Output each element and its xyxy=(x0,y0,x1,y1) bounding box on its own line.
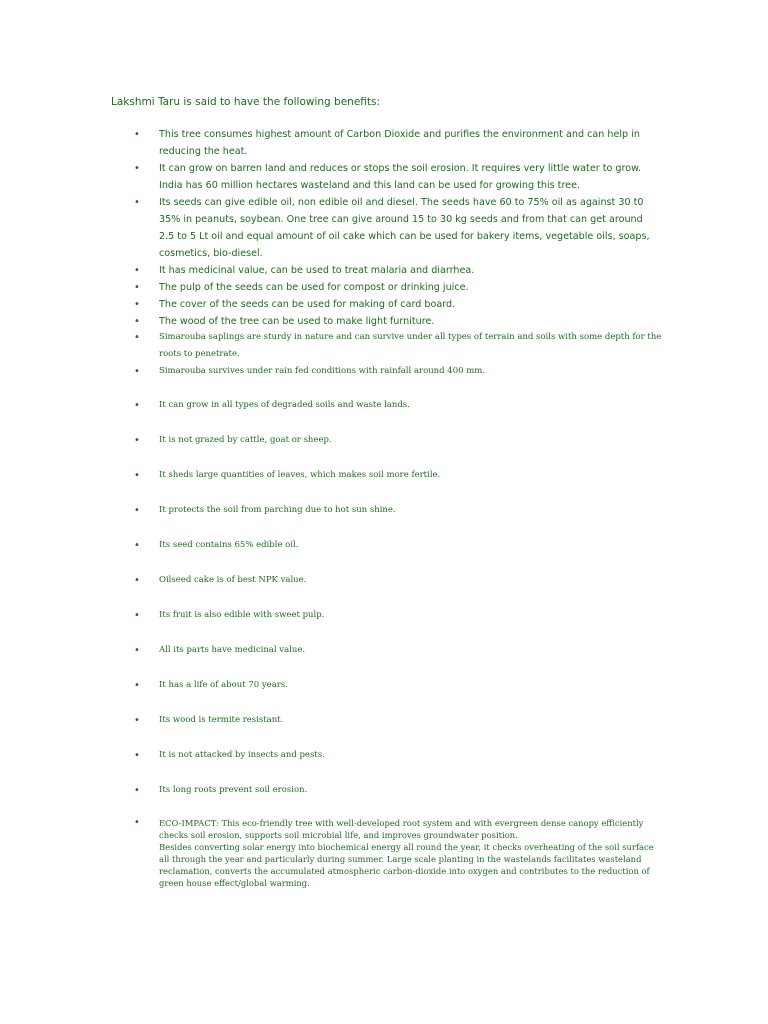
list-item-text: Simarouba saplings are sturdy in nature and can survive under all types of terrain and soils with some depth for the roots to penetrate. xyxy=(159,332,662,359)
bullet-icon: • xyxy=(134,316,140,327)
bullet-icon: • xyxy=(134,299,140,310)
list-item-text: Its long roots prevent soil erosion. xyxy=(159,785,308,795)
page-heading: Lakshmi Taru is said to have the following benefits: xyxy=(111,96,381,108)
bullet-icon: • xyxy=(134,645,140,656)
bullet-icon: • xyxy=(134,366,140,377)
eco-impact-paragraph-1: ECO-IMPACT: This eco-friendly tree with well-developed root system and with evergreen dense canopy efficiently checks soil erosion, supports soil microbial life, and improves groundwater position. xyxy=(159,818,644,840)
bullet-icon: • xyxy=(134,163,140,174)
list-item-text: The cover of the seeds can be used for making of card board. xyxy=(159,299,456,310)
bullet-icon: • xyxy=(134,680,140,691)
list-item-text: Simarouba survives under rain fed conditions with rainfall around 400 mm. xyxy=(159,366,486,376)
list-item-text: The wood of the tree can be used to make light furniture. xyxy=(159,316,435,327)
list-item-text: The pulp of the seeds can be used for compost or drinking juice. xyxy=(159,282,469,293)
bullet-icon: • xyxy=(134,470,140,481)
bullet-icon: • xyxy=(134,505,140,516)
bullet-icon: • xyxy=(134,785,140,796)
list-item-text: It has a life of about 70 years. xyxy=(159,680,288,690)
bullet-icon: • xyxy=(134,750,140,761)
list-item-text: Its seed contains 65% edible oil. xyxy=(159,540,299,550)
list-item-text: It can grow in all types of degraded soils and waste lands. xyxy=(159,400,410,410)
list-item-text: Oilseed cake is of best NPK value. xyxy=(159,575,307,585)
list-item-text: Its wood is termite resistant. xyxy=(159,715,284,725)
eco-impact-text xyxy=(159,817,659,889)
bullet-icon: • xyxy=(134,817,140,828)
bullet-icon: • xyxy=(134,197,140,208)
list-item-text: It sheds large quantities of leaves, which makes soil more fertile. xyxy=(159,470,441,480)
bullet-icon: • xyxy=(134,332,140,343)
list-item-text: It is not grazed by cattle, goat or sheep. xyxy=(159,435,332,445)
list-item-text: Its seeds can give edible oil, non edible oil and diesel. The seeds have 60 to 75% oil as against 30 t0 35% in peanuts, soybean. One tree can give around 15 to 30 kg seeds and from that can get around 2.5 to 5 Lt oil and equal amount of oil cake which can be used for bakery items, vegetable oils, soaps, cosmetics, bio-diesel. xyxy=(159,197,650,259)
bullet-icon: • xyxy=(134,282,140,293)
list-item-text: It protects the soil from parching due to hot sun shine. xyxy=(159,505,396,515)
bullet-icon: • xyxy=(134,400,140,411)
bullet-icon: • xyxy=(134,610,140,621)
bullet-icon: • xyxy=(134,540,140,551)
list-item-text: All its parts have medicinal value. xyxy=(159,645,306,655)
list-item-text: Its fruit is also edible with sweet pulp. xyxy=(159,610,325,620)
list-item-text: This tree consumes highest amount of Carbon Dioxide and purifies the environment and can help in reducing the heat. xyxy=(159,129,640,157)
bullet-icon: • xyxy=(134,265,140,276)
bullet-icon: • xyxy=(134,715,140,726)
bullet-icon: • xyxy=(134,575,140,586)
list-item-text: It is not attacked by insects and pests. xyxy=(159,750,325,760)
bullet-icon: • xyxy=(134,129,140,140)
bullet-icon: • xyxy=(134,435,140,446)
list-item-text: It has medicinal value, can be used to treat malaria and diarrhea. xyxy=(159,265,475,276)
list-item-text: It can grow on barren land and reduces or stops the soil erosion. It requires very little water to grow. India has 60 million hectares wasteland and this land can be used for growing this tree. xyxy=(159,163,642,191)
eco-impact-paragraph-2: Besides converting solar energy into biochemical energy all round the year, it checks overheating of the soil surface all through the year and particularly during summer. Large scale planting in the wastelands facilitates wasteland reclamation, converts the accumulated atmospheric carbon-dioxide into oxygen and contributes to the reduction of green house effect/global warming. xyxy=(159,842,654,888)
